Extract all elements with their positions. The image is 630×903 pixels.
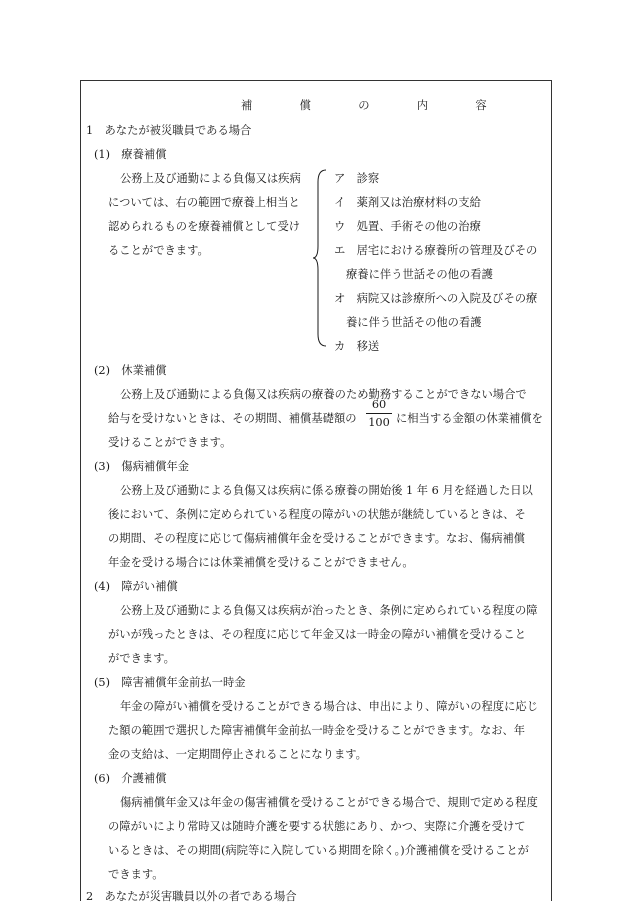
shogai-text-line: 公務上及び通勤による負傷又は疾病が治ったとき、条例に定められている程度の障: [120, 604, 538, 617]
shobyo-text-line: の期間、その程度に応じて傷病補償年金を受けることができます。なお、傷病補償: [108, 532, 526, 545]
ryoyo-text-line: 認められるものを療養補償として受け: [108, 220, 301, 233]
kyugyo-text-line: に相当する金額の休業補償を: [396, 412, 543, 425]
subsection-4-heading: (4) 障がい補償: [94, 580, 178, 593]
ryoyo-text-line: 公務上及び通勤による負傷又は疾病: [120, 172, 301, 185]
ryoyo-item-cont: 養に伴う世話その他の看護: [346, 316, 482, 329]
ryoyo-text-line: ることができます。: [108, 244, 209, 257]
fraction-60-100: [366, 399, 392, 429]
kyugyo-text-line: 受けることができます。: [108, 436, 232, 449]
maebarai-text-line: た額の範囲で選択した障害補償年金前払一時金を受けることができます。なお、年: [108, 724, 526, 737]
kyugyo-text-line: 公務上及び通勤による負傷又は疾病の療養のため勤務することができない場合で: [120, 388, 527, 401]
subsection-6-heading: (6) 介護補償: [94, 772, 167, 785]
ryoyo-item: イ 薬剤又は治療材料の支給: [334, 196, 481, 209]
section-1-heading: 1 あなたが被災職員である場合: [86, 124, 252, 137]
fraction-denominator: 100: [368, 416, 390, 430]
ryoyo-item: オ 病院又は診療所への入院及びその療: [334, 292, 538, 305]
ryoyo-item-cont: 療養に伴う世話その他の看護: [346, 268, 493, 281]
subsection-1-heading: (1) 療養補償: [94, 148, 167, 161]
shobyo-text-line: 公務上及び通勤による負傷又は疾病に係る療養の開始後 1 年 6 月を経過した日以: [120, 484, 533, 497]
ryoyo-item: ア 診察: [334, 172, 380, 185]
ryoyo-item: エ 居宅における療養所の管理及びその: [334, 244, 538, 257]
left-brace-icon: [312, 168, 328, 348]
kaigo-text-line: の障がいにより常時又は随時介護を要する状態にあり、かつ、実際に介護を受けて: [108, 820, 526, 833]
shogai-text-line: ができます。: [108, 652, 175, 665]
maebarai-text-line: 年金の障がい補償を受けることができる場合は、申出により、障がいの程度に応じ: [120, 700, 538, 713]
kyugyo-text-line: 給与を受けないときは、その期間、補償基礎額の: [108, 412, 357, 425]
subsection-5-heading: (5) 障害補償年金前払一時金: [94, 676, 246, 689]
subsection-2-heading: (2) 休業補償: [94, 364, 167, 377]
kaigo-text-line: いるときは、その期間(病院等に入院している期間を除く。)介護補償を受けることが: [108, 844, 529, 857]
maebarai-text-line: 金の支給は、一定期間停止されることになります。: [108, 748, 367, 761]
ryoyo-item: ウ 処置、手術その他の治療: [334, 220, 481, 233]
shobyo-text-line: 後において、条例に定められている程度の障がいの状態が継続しているときは、そ: [108, 508, 526, 521]
document-title: 補 償 の 内 容: [241, 99, 505, 112]
kaigo-text-line: できます。: [108, 868, 164, 881]
shobyo-text-line: 年金を受ける場合には休業補償を受けることができません。: [108, 556, 414, 569]
ryoyo-text-line: については、右の範囲で療養上相当と: [108, 196, 300, 209]
section-2-heading: 2 あなたが災害職員以外の者である場合: [86, 890, 297, 903]
fraction-bar: [366, 413, 392, 414]
kaigo-text-line: 傷病補償年金又は年金の傷害補償を受けることができる場合で、規則で定める程度: [120, 796, 538, 809]
subsection-3-heading: (3) 傷病補償年金: [94, 460, 190, 473]
fraction-numerator: 60: [371, 398, 387, 411]
shogai-text-line: がいが残ったときは、その程度に応じて年金又は一時金の障がい補償を受けること: [108, 628, 526, 641]
ryoyo-item: カ 移送: [334, 340, 380, 353]
